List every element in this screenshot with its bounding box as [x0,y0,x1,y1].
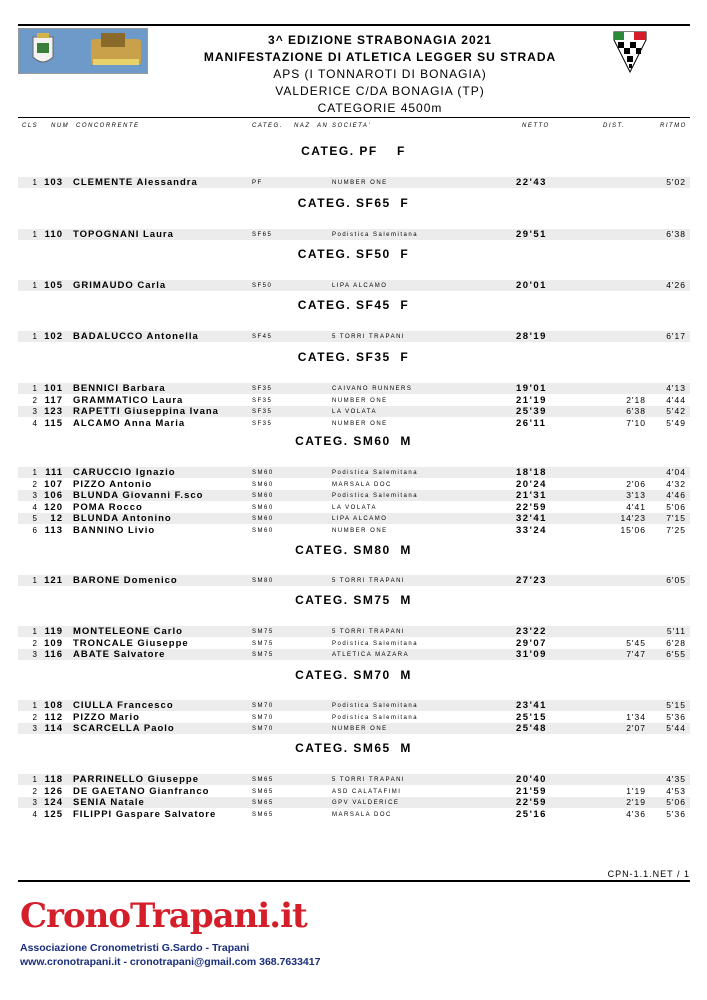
pace: 5'11 [666,626,686,636]
result-row [18,418,690,429]
net-time: 29'07 [516,637,547,649]
location: VALDERICE C/DA BONAGIA (TP) [275,84,485,98]
net-time: 28'19 [516,331,547,342]
athlete-name: SENIA Natale [73,797,145,808]
athlete-category: SM75 [252,640,274,647]
position: 1 [32,230,37,239]
pace: 4'13 [666,383,686,393]
pace: 6'28 [666,637,686,648]
position: 5 [32,514,37,523]
bib-number: 112 [44,711,63,723]
club-name: NUMBER ONE [332,420,388,427]
result-row [18,809,690,820]
athlete-name: GRAMMATICO Laura [73,394,184,406]
club-name: Podistica Salemitana [332,493,419,499]
net-time: 33'24 [516,524,547,536]
athlete-name: DE GAETANO Gianfranco [73,785,210,797]
gap: 2'19 [626,797,646,807]
position: 1 [32,281,37,290]
category-title: CATEG. SF50 F [297,247,410,261]
athlete-name: ABATE Salvatore [73,649,166,660]
pace: 6'05 [666,575,686,585]
athlete-category: SM70 [252,703,274,709]
result-row [18,797,690,808]
athlete-category: SM65 [252,788,274,795]
net-time: 23'41 [516,700,547,711]
athlete-category: SM75 [252,652,274,658]
net-time: 26'11 [516,417,547,429]
athlete-name: ALCAMO Anna Maria [73,417,186,429]
result-row [18,395,690,406]
club-name: NUMBER ONE [332,180,388,186]
distance-title: CATEGORIE 4500m [317,101,443,115]
col-dist: DIST. [603,123,626,129]
athlete-name: FILIPPI Gaspare Salvatore [73,808,217,820]
athlete-category: SM65 [252,777,274,783]
pace: 4'53 [666,785,686,796]
club-name: 5 TORRI TRAPANI [332,777,406,783]
position: 2 [32,395,37,405]
pace: 6'17 [666,331,686,341]
pace: 5'44 [666,723,686,733]
result-row [18,712,690,723]
club-name: Podistica Salemitana [332,714,419,721]
athlete-category: SM60 [252,493,274,499]
net-time: 21'59 [516,785,547,797]
col-societa: SOCIETA' [332,123,372,129]
result-row [18,229,690,240]
net-time: 20'01 [516,280,547,291]
net-time: 25'48 [516,723,547,734]
result-row [18,786,690,797]
athlete-name: PARRINELLO Giuseppe [73,774,199,785]
result-row [18,575,690,586]
club-name: MARSALA DOC [332,481,392,488]
club-name: NUMBER ONE [332,397,388,404]
athlete-category: SM60 [252,470,274,476]
contact-info: www.cronotrapani.it - cronotrapani@gmail.com 368.7633417 [20,956,321,968]
position: 1 [32,775,37,784]
col-cls: CLS [22,123,39,129]
bib-number: 117 [44,394,63,406]
result-row [18,467,690,478]
net-time: 22'59 [516,797,547,808]
position: 2 [32,638,37,648]
bib-number: 113 [44,524,63,536]
position: 4 [32,418,37,428]
club-name: GPV VALDERICE [332,800,400,806]
footer-rule [18,880,690,882]
pace: 5'02 [666,177,686,187]
net-time: 22'59 [516,501,547,513]
result-row [18,649,690,660]
category-title: CATEG. SM80 M [295,543,412,557]
athlete-name: PIZZO Antonio [73,478,153,490]
net-time: 25'16 [516,808,547,820]
organizer: APS (I TONNAROTI DI BONAGIA) [273,67,487,81]
pace: 5'15 [666,700,686,710]
result-row [18,525,690,536]
athlete-category: SM60 [252,504,274,511]
net-time: 27'23 [516,575,547,586]
result-row [18,406,690,417]
club-name: LIPA ALCAMO [332,283,388,289]
result-row [18,638,690,649]
athlete-name: BANNINO Livio [73,524,156,536]
bib-number: 12 [50,513,63,524]
net-time: 21'19 [516,394,547,406]
gap: 7'47 [626,649,646,659]
gap: 4'41 [626,501,646,512]
athlete-category: SM65 [252,800,274,806]
gap: 1'19 [626,785,646,796]
athlete-name: CIULLA Francesco [73,700,174,711]
position: 1 [32,332,37,341]
bib-number: 124 [44,797,63,808]
result-row [18,331,690,342]
col-concorrente: CONCORRENTE [76,123,140,129]
athlete-category: SF65 [252,232,273,238]
bib-number: 106 [44,490,63,501]
position: 1 [32,468,37,477]
club-name: LA VOLATA [332,409,377,415]
col-naz: NAZ [294,123,311,129]
pace: 5'49 [666,417,686,428]
result-row [18,626,690,637]
pace: 4'46 [666,490,686,500]
gap: 5'45 [626,637,646,648]
bib-number: 102 [44,331,63,342]
gap: 14'23 [620,513,646,523]
category-title: CATEG. SM60 M [295,434,412,448]
athlete-category: SM75 [252,629,274,635]
position: 1 [32,576,37,585]
brand-logo: CronoTrapani.it [20,896,307,936]
pace: 5'06 [666,797,686,807]
gap: 15'06 [620,524,646,535]
category-title: CATEG. PF F [301,144,406,158]
col-netto: NETTO [522,123,550,129]
position: 3 [32,491,37,500]
athlete-name: TOPOGNANI Laura [73,229,174,240]
position: 3 [32,724,37,733]
athlete-name: RAPETTI Giuseppina Ivana [73,406,219,417]
club-name: Podistica Salemitana [332,703,419,709]
col-an: AN [317,123,329,129]
category-title: CATEG. SF35 F [297,350,410,364]
bib-number: 126 [44,785,63,797]
col-categ: CATEG. [252,123,283,129]
crest-logo-icon [19,29,147,73]
gap: 7'10 [626,417,646,428]
bib-number: 123 [44,406,63,417]
result-row [18,383,690,394]
gap: 2'07 [626,723,646,733]
event-subtitle: MANIFESTAZIONE DI ATLETICA LEGGER SU STRADA [203,50,557,64]
athlete-name: BLUNDA Antonino [73,513,172,524]
top-rule [18,24,690,26]
athlete-category: SM60 [252,481,274,488]
club-name: CAIVANO RUNNERS [332,386,413,392]
category-title: CATEG. SF65 F [297,196,410,210]
athlete-name: MONTELEONE Carlo [73,626,183,637]
pace: 4'04 [666,467,686,477]
athlete-name: CARUCCIO Ignazio [73,467,176,478]
checkered-flag-icon [612,30,648,74]
pace: 5'36 [666,808,686,819]
athlete-name: SCARCELLA Paolo [73,723,175,734]
net-time: 19'01 [516,383,547,394]
pace: 4'35 [666,774,686,784]
athlete-category: PF [252,180,263,186]
club-name: LIPA ALCAMO [332,516,388,522]
pace: 7'25 [666,524,686,535]
position: 3 [32,407,37,416]
bib-number: 110 [44,229,63,240]
event-title: 3^ EDIZIONE STRABONAGIA 2021 [268,33,492,47]
club-name: NUMBER ONE [332,726,388,732]
sponsor-logos [18,28,148,74]
bib-number: 118 [44,774,63,785]
club-name: Podistica Salemitana [332,232,419,238]
athlete-category: SM60 [252,516,274,522]
category-title: CATEG. SM65 M [295,741,412,755]
athlete-category: SF45 [252,334,273,340]
pace: 6'38 [666,229,686,239]
gap: 2'06 [626,478,646,489]
athlete-category: SM70 [252,726,274,732]
page-code: CPN-1.1.NET / 1 [607,869,690,879]
club-name: ASD CALATAFIMI [332,788,402,795]
bib-number: 107 [44,478,63,490]
pace: 4'44 [666,394,686,405]
pace: 5'42 [666,406,686,416]
net-time: 21'31 [516,490,547,501]
result-row [18,177,690,188]
pace: 5'06 [666,501,686,512]
athlete-category: SF50 [252,283,273,289]
col-ritmo: RITMO [660,123,687,129]
bib-number: 109 [44,637,63,649]
pace: 4'32 [666,478,686,489]
category-title: CATEG. SM70 M [295,668,412,682]
athlete-category: SF35 [252,420,273,427]
athlete-name: TRONCALE Giuseppe [73,637,189,649]
athlete-category: SF35 [252,409,273,415]
result-row [18,723,690,734]
bib-number: 115 [44,417,63,429]
bib-number: 103 [44,177,63,188]
net-time: 18'18 [516,467,547,478]
pace: 5'36 [666,711,686,722]
club-name: 5 TORRI TRAPANI [332,629,406,635]
net-time: 22'43 [516,177,547,188]
athlete-category: SM65 [252,811,274,818]
net-time: 20'40 [516,774,547,785]
bib-number: 114 [44,723,63,734]
athlete-category: SM80 [252,578,274,584]
athlete-category: SF35 [252,386,273,392]
result-row [18,490,690,501]
result-row [18,479,690,490]
club-name: ATLETICA MAZARA [332,652,410,658]
gap: 2'18 [626,394,646,405]
club-name: NUMBER ONE [332,527,388,534]
position: 1 [32,701,37,710]
category-title: CATEG. SF45 F [297,298,410,312]
athlete-category: SF35 [252,397,273,404]
result-row [18,513,690,524]
club-name: 5 TORRI TRAPANI [332,578,406,584]
athlete-name: PIZZO Mario [73,711,140,723]
position: 2 [32,479,37,489]
athlete-name: POMA Rocco [73,501,143,513]
bib-number: 105 [44,280,63,291]
club-name: Podistica Salemitana [332,640,419,647]
net-time: 20'24 [516,478,547,490]
col-num: NUM [51,123,70,129]
athlete-name: BLUNDA Giovanni F.sco [73,490,204,501]
association-name: Associazione Cronometristi G.Sardo - Trapani [20,942,250,954]
position: 1 [32,384,37,393]
bib-number: 101 [44,383,63,394]
position: 4 [32,809,37,819]
position: 3 [32,798,37,807]
net-time: 25'15 [516,711,547,723]
category-title: CATEG. SM75 M [295,593,412,607]
bib-number: 125 [44,808,63,820]
bib-number: 120 [44,501,63,513]
position: 1 [32,627,37,636]
position: 3 [32,650,37,659]
pace: 4'26 [666,280,686,290]
gap: 3'13 [626,490,646,500]
result-row [18,700,690,711]
net-time: 25'39 [516,406,547,417]
bib-number: 116 [44,649,63,660]
club-name: MARSALA DOC [332,811,392,818]
pace: 6'55 [666,649,686,659]
result-row [18,774,690,785]
athlete-name: GRIMAUDO Carla [73,280,167,291]
athlete-name: BARONE Domenico [73,575,178,586]
position: 4 [32,502,37,512]
club-name: LA VOLATA [332,504,377,511]
athlete-name: BENNICI Barbara [73,383,166,394]
position: 2 [32,712,37,722]
net-time: 29'51 [516,229,547,240]
position: 1 [32,178,37,187]
pace: 7'15 [666,513,686,523]
bib-number: 108 [44,700,63,711]
athlete-name: CLEMENTE Alessandra [73,177,198,188]
position: 6 [32,525,37,535]
result-row [18,502,690,513]
net-time: 23'22 [516,626,547,637]
gap: 6'38 [626,406,646,416]
net-time: 32'41 [516,513,547,524]
club-name: 5 TORRI TRAPANI [332,334,406,340]
club-name: Podistica Salemitana [332,470,419,476]
header-rule [18,117,690,118]
gap: 4'36 [626,808,646,819]
bib-number: 121 [44,575,63,586]
gap: 1'34 [626,711,646,722]
athlete-category: SM70 [252,714,274,721]
bib-number: 119 [44,626,63,637]
athlete-name: BADALUCCO Antonella [73,331,199,342]
position: 2 [32,786,37,796]
result-row [18,280,690,291]
net-time: 31'09 [516,649,547,660]
bib-number: 111 [45,467,63,478]
athlete-category: SM60 [252,527,274,534]
